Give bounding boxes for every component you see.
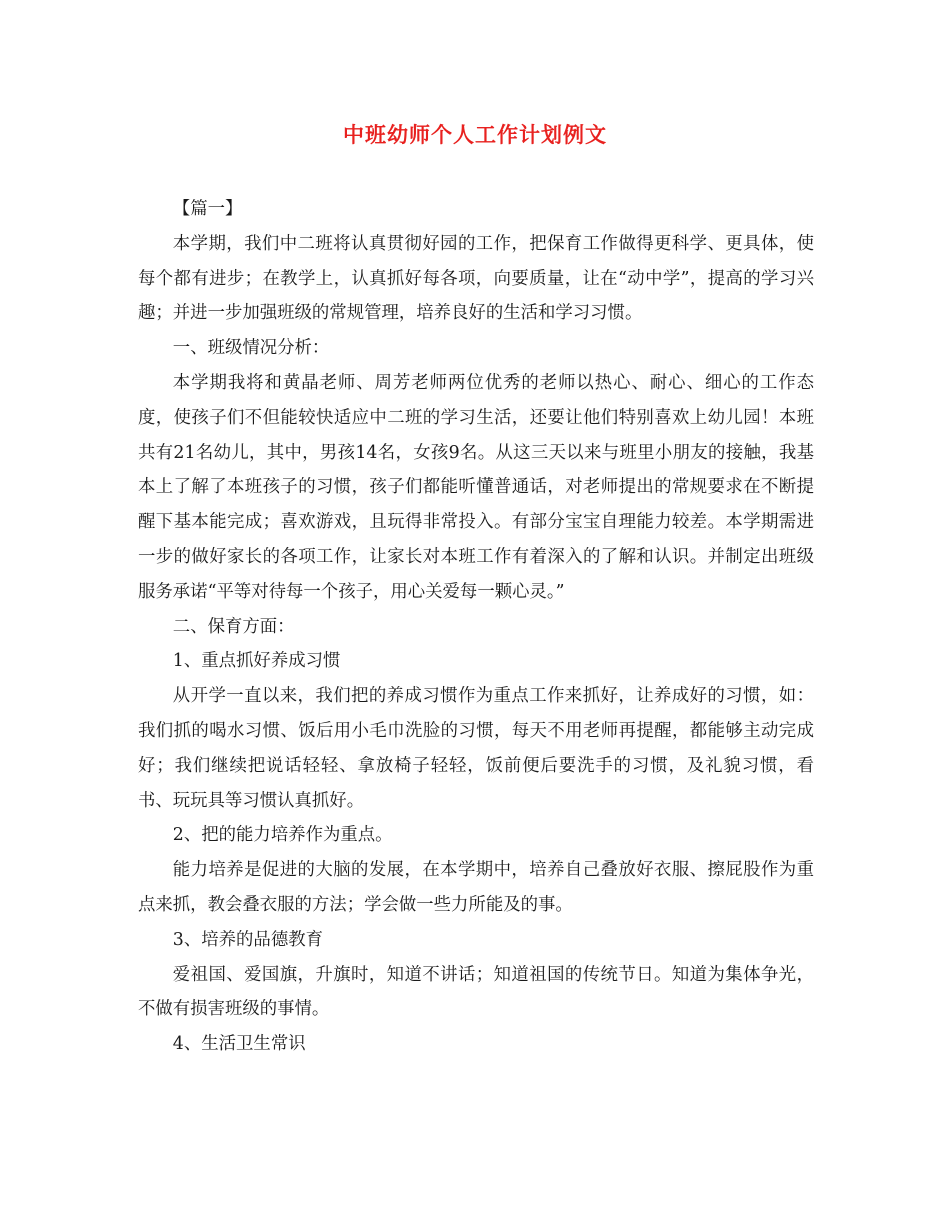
paragraph: 爱祖国、爱国旗，升旗时，知道不讲话；知道祖国的传统节日。知道为集体争光，不做有损害班级的事情。 [138,964,814,1020]
section-heading: 一、班级情况分析： [172,338,330,359]
paragraph: 本学期我将和黄晶老师、周芳老师两位优秀的老师以热心、耐心、细心的工作态度，使孩子们不但能较快适应中二班的学习生活，还要让他们特别喜欢上幼儿园！本班共有21名幼儿，其中，男孩14名，女孩9名。从这三天以来与班里小朋友的接触，我基本上了解了本班孩子的习惯，孩子们都能听懂普通话，对老师提出的常规要求在不断提醒下基本能完成；喜欢游戏，且玩得非常投入。有部分宝宝自理能力较差。本学期需进一步的做好家长的各项工作，让家长对本班工作有着深入的了解和认识。并制定出班级服务承诺“平等对待每一个孩子，用心关爱每一颗心灵。” [138,372,814,602]
document-body [138,192,814,1062]
subsection-heading: 4、生活卫生常识 [172,1034,306,1055]
subsection-heading: 2、把的能力培养作为重点。 [172,825,393,846]
paragraph: 从开学一直以来，我们把的养成习惯作为重点工作来抓好，让养成好的习惯，如：我们抓的喝水习惯、饭后用小毛巾洗脸的习惯，每天不用老师再提醒，都能够主动完成好；我们继续把说话轻轻、拿放椅子轻轻，饭前便后要洗手的习惯，及礼貌习惯，看书、玩玩具等习惯认真抓好。 [138,686,814,811]
section-heading: 【篇一】 [172,199,243,219]
subsection-heading: 3、培养的品德教育 [172,929,323,950]
document-title: 中班幼师个人工作计划例文 [343,122,607,147]
subsection-heading: 1、重点抓好养成习惯 [172,651,341,672]
paragraph: 本学期，我们中二班将认真贯彻好园的工作，把保育工作做得更科学、更具体，使每个都有进步；在教学上，认真抓好每各项，向要质量，让在“动中学”，提高的学习兴趣；并进一步加强班级的常规管理，培养良好的生活和学习习惯。 [138,233,814,324]
paragraph: 能力培养是促进的大脑的发展，在本学期中，培养自己叠放好衣服、擦屁股作为重点来抓，教会叠衣服的方法；学会做一些力所能及的事。 [138,860,814,915]
section-heading: 二、保育方面： [172,616,295,637]
